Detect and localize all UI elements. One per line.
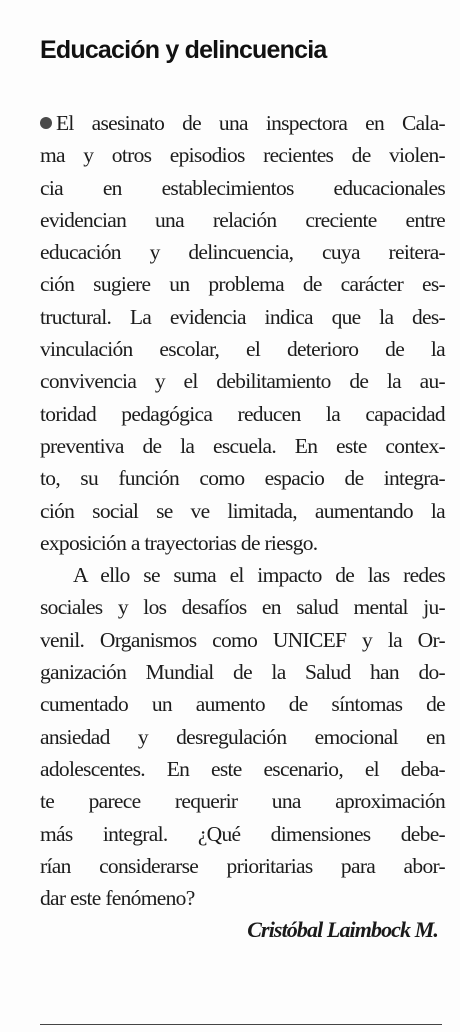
body-line: dar este fenómeno? (40, 886, 195, 911)
body-line: evidencian una relación creciente entre (40, 207, 445, 232)
article-title: Educación y delincuencia (40, 36, 327, 64)
body-line: exposición a trayectorias de riesgo. (40, 530, 318, 555)
body-line: convivencia y el debilitamiento de la au- (40, 369, 445, 394)
body-line: ganización Mundial de la Salud han do- (40, 660, 445, 685)
body-line: vinculación escolar, el deterioro de la (40, 337, 445, 362)
body-line: sociales y los desafíos en salud mental ju- (40, 595, 445, 620)
bullet-icon (40, 117, 52, 129)
body-line: ma y otros episodios recientes de violen- (40, 143, 445, 168)
body-line: rían considerarse prioritarias para abor- (40, 853, 445, 878)
body-line: más integral. ¿Qué dimensiones debe- (40, 821, 445, 846)
body-line: to, su función como espacio de integra- (40, 466, 445, 491)
body-line: toridad pedagógica reducen la capacidad (40, 401, 445, 426)
body-line: ción social se ve limitada, aumentando la (40, 498, 445, 523)
body-line: venil. Organismos como UNICEF y la Or- (40, 627, 445, 652)
body-line: A ello se suma el impacto de las redes (73, 563, 445, 588)
body-line: cia en establecimientos educacionales (40, 175, 445, 200)
body-line: preventiva de la escuela. En este contex- (40, 433, 445, 458)
body-line: El asesinato de una inspectora en Cala- (40, 107, 445, 139)
body-line: te parece requerir una aproximación (40, 789, 445, 814)
body-line: educación y delincuencia, cuya reitera- (40, 240, 445, 265)
bottom-divider (40, 1024, 442, 1025)
body-line: adolescentes. En este escenario, el deba- (40, 756, 445, 781)
body-line: ansiedad y desregulación emocional en (40, 724, 445, 749)
body-line: tructural. La evidencia indica que la des- (40, 304, 445, 329)
article-body (40, 107, 445, 914)
body-line: ción sugiere un problema de carácter es- (40, 272, 445, 297)
body-line: cumentado un aumento de síntomas de (40, 692, 445, 717)
author-signature: Cristóbal Laimbock M. (247, 917, 438, 942)
